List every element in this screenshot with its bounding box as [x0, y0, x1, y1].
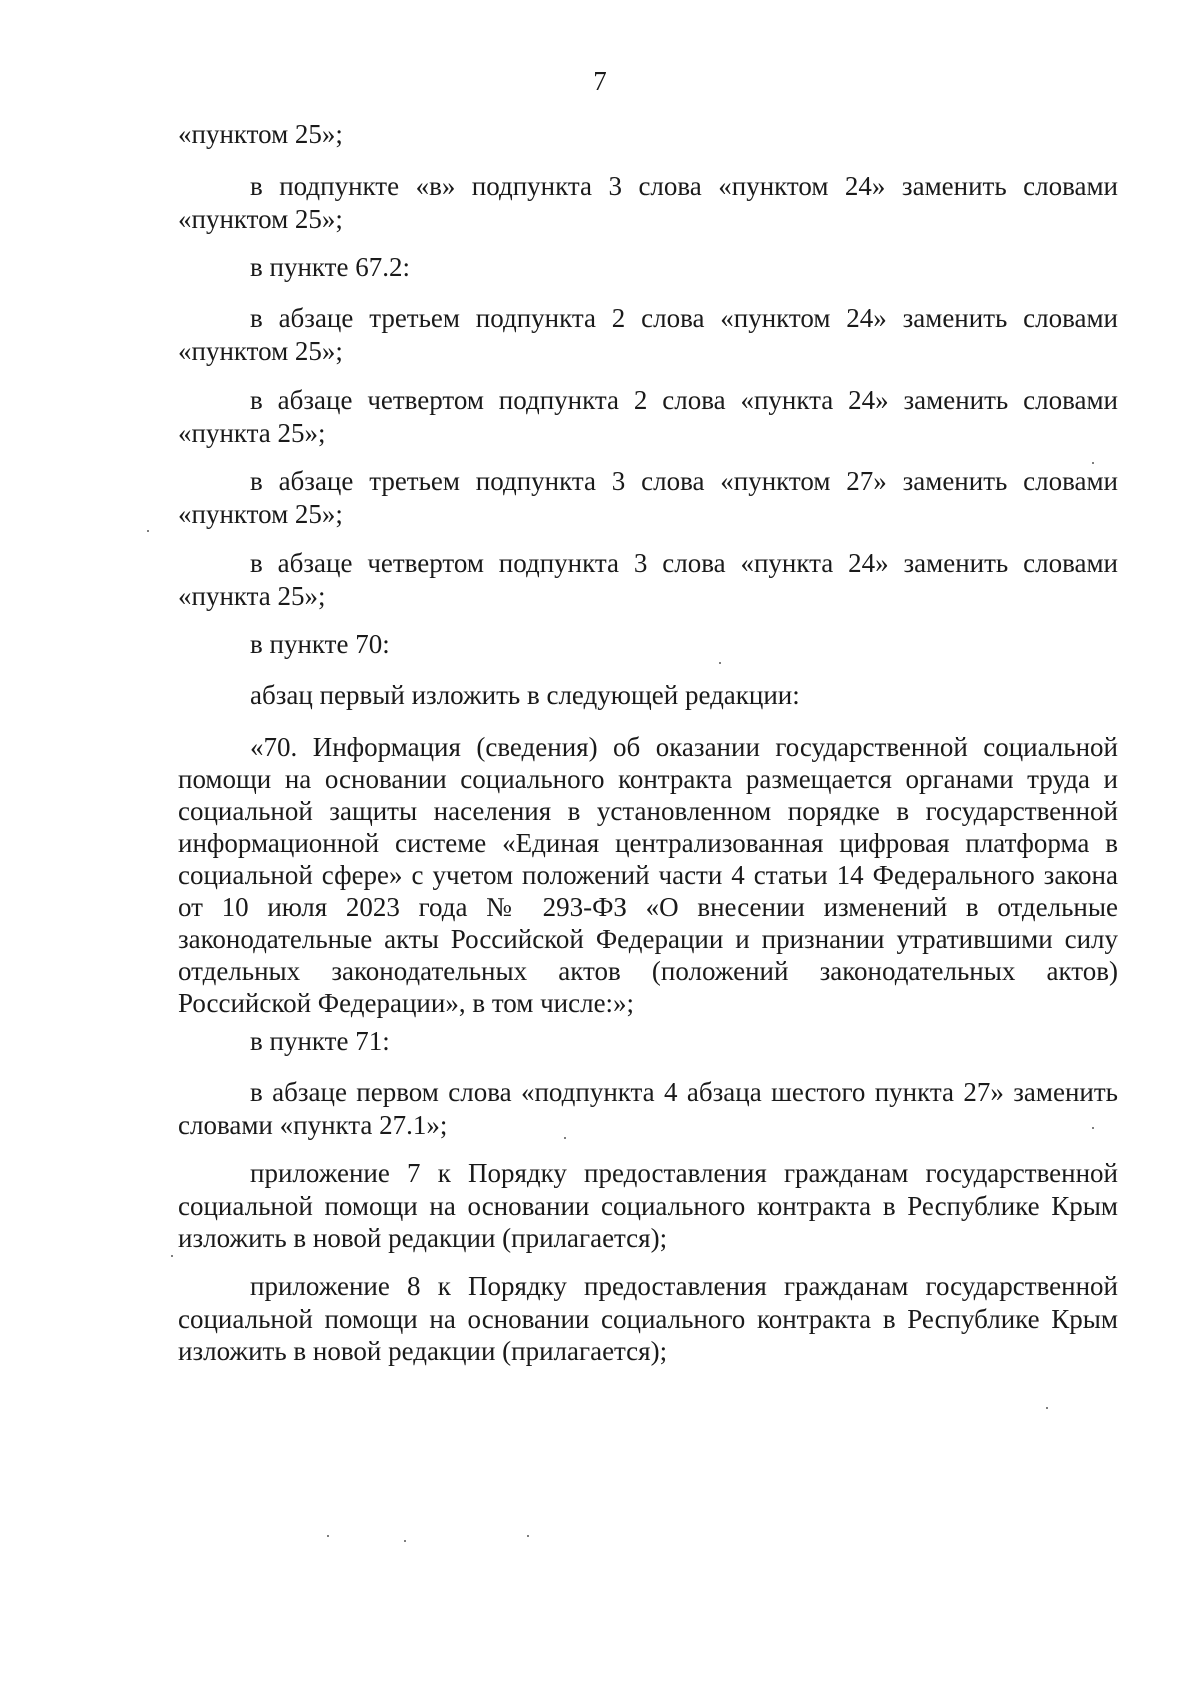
- paragraph-item: приложение 8 к Порядку предоставления гражданам государственной социальной помощи на основании социального контракта в Республике Крым изложить в новой редакции (прилагается);: [178, 1271, 1118, 1366]
- scan-speck: [1046, 1407, 1048, 1409]
- paragraph-item: абзац первый изложить в следующей редакции:: [250, 680, 800, 710]
- page-number: 7: [593, 66, 607, 96]
- scan-speck: [404, 1540, 406, 1542]
- paragraph-continuation: «пунктом 25»;: [178, 119, 343, 149]
- scan-speck: [171, 1255, 173, 1257]
- paragraph-point-heading: в пункте 71:: [250, 1026, 390, 1056]
- paragraph-item: в абзаце четвертом подпункта 2 слова «пункта 24» заменить словами «пункта 25»;: [178, 385, 1118, 448]
- paragraph-item: в абзаце первом слова «подпункта 4 абзаца шестого пункта 27» заменить словами «пункта 27.1»;: [178, 1077, 1118, 1140]
- paragraph-point-heading: в пункте 70:: [250, 629, 390, 659]
- paragraph-item: в подпункте «в» подпункта 3 слова «пунктом 24» заменить словами «пунктом 25»;: [178, 171, 1118, 234]
- scan-speck: [1092, 462, 1094, 464]
- scan-speck: [147, 530, 149, 532]
- scan-speck: [527, 1535, 529, 1537]
- paragraph-item: приложение 7 к Порядку предоставления гражданам государственной социальной помощи на основании социального контракта в Республике Крым изложить в новой редакции (прилагается);: [178, 1158, 1118, 1253]
- paragraph-new-wording: «70. Информация (сведения) об оказании государственной социальной помощи на основании социального контракта размещается органами труда и социальной защиты населения в установленном порядке в государственной информационной системе «Единая централизованная цифровая платформа в социальной сфере» с учетом положений части 4 статьи 14 Федерального закона от 10 июля 2023 года № 293-ФЗ «О внесении изменений в отдельные законодательные акты Российской Федерации и признании утратившими силу отдельных законодательных актов (положений законодательных актов) Российской Федерации», в том числе:»;: [178, 732, 1118, 1018]
- paragraph-item: в абзаце третьем подпункта 3 слова «пунктом 27» заменить словами «пунктом 25»;: [178, 466, 1118, 529]
- scan-speck: [564, 1137, 566, 1139]
- scan-speck: [1092, 1127, 1094, 1129]
- scan-speck: [719, 662, 721, 664]
- paragraph-item: в абзаце четвертом подпункта 3 слова «пункта 24» заменить словами «пункта 25»;: [178, 548, 1118, 611]
- paragraph-point-heading: в пункте 67.2:: [250, 252, 410, 282]
- paragraph-item: в абзаце третьем подпункта 2 слова «пунктом 24» заменить словами «пунктом 25»;: [178, 303, 1118, 366]
- scan-speck: [327, 1535, 329, 1537]
